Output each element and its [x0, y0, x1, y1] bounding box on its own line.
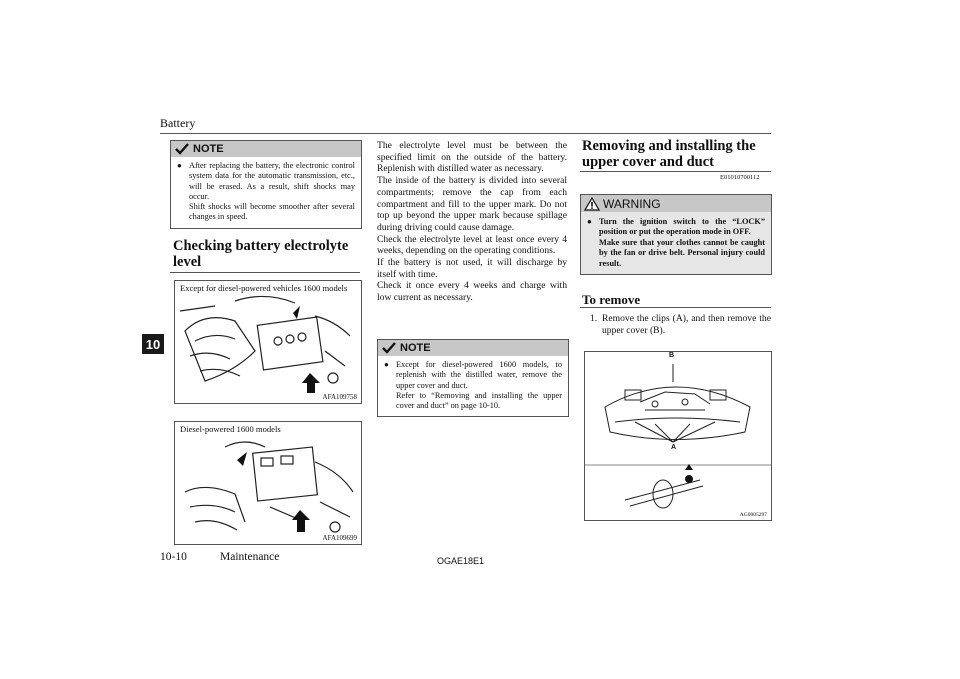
engine-bay-illustration [175, 281, 361, 403]
section-rule [170, 272, 360, 273]
body-paragraph: Check it once every 4 weeks and charge with low current as necessary. [377, 280, 567, 304]
note-box [377, 339, 569, 417]
battery-figure-petrol [174, 280, 362, 404]
warning-label: WARNING [603, 196, 661, 211]
figure-code: AFA109758 [322, 393, 357, 401]
battery-figure-diesel [174, 421, 362, 545]
section-title: Removing and installing the upper cover and duct [582, 138, 756, 170]
upper-cover-figure [584, 351, 772, 521]
warning-header [581, 195, 771, 212]
warning-triangle-icon [584, 197, 600, 211]
note-label: NOTE [400, 342, 431, 354]
note-label: NOTE [193, 143, 224, 155]
bullet-icon: ● [384, 360, 389, 369]
note-check-icon [382, 342, 396, 354]
callout-label-a: A [671, 444, 677, 451]
note-header [378, 340, 568, 356]
warning-box [580, 194, 772, 275]
subsection-title: To remove [582, 292, 641, 307]
figure-caption: Diesel-powered 1600 models [180, 424, 281, 434]
subsection-rule [580, 307, 771, 308]
bullet-icon: ● [587, 217, 592, 226]
note-text: Refer to “Removing and installing the upper cover and duct” on page 10-10. [396, 390, 562, 411]
engine-bay-illustration [175, 422, 361, 544]
note-box [170, 140, 362, 229]
note-text: Shift shocks will become smoother after several changes in speed. [189, 202, 355, 222]
page-number: 10-10 [160, 551, 187, 563]
bullet-icon: ● [177, 161, 182, 170]
note-header [171, 141, 361, 157]
note-text: After replacing the battery, the electronic control system data for the automatic transmission, etc., will be erased. As a result, shift shocks may occur. [189, 161, 355, 201]
section-title: Checking battery electrolyte level [173, 238, 349, 270]
figure-code: AG0005297 [739, 512, 767, 518]
figure-code: AFA109699 [322, 534, 357, 542]
callout-label-b: B [669, 352, 675, 359]
body-paragraph: Check the electrolyte level at least once every 4 weeks, depending on the operating conditions. [377, 233, 567, 257]
step-item [590, 313, 771, 336]
electrolyte-body-text [377, 140, 567, 304]
section-code: E01010700112 [720, 174, 760, 181]
chapter-tab: 10 [142, 334, 164, 354]
step-text: Remove the clips (A), and then remove the upper cover (B). [602, 313, 771, 336]
body-paragraph: The inside of the battery is divided into several compartments; remove the cap from each compartment and fill to the upper mark. Do not top up beyond the upper mark because spillage during driving could cause damage. [377, 175, 567, 233]
page-header-title: Battery [160, 116, 196, 130]
chapter-name: Maintenance [220, 551, 280, 563]
body-paragraph: The electrolyte level must be between the specified limit on the outside of the battery. Replenish with distilled water as necessary. [377, 140, 567, 175]
warning-text: Make sure that your clothes cannot be caught by the fan or drive belt. Personal injury could result. [599, 237, 765, 268]
upper-cover-illustration [585, 352, 771, 520]
note-text: Except for diesel-powered 1600 models, to replenish with the distilled water, remove the upper cover and duct. [396, 360, 562, 390]
warning-text: Turn the ignition switch to the “LOCK” position or put the operation mode in OFF. [599, 217, 765, 237]
figure-caption: Except for diesel-powered vehicles 1600 models [180, 283, 348, 293]
body-paragraph: If the battery is not used, it will discharge by itself with time. [377, 257, 567, 280]
section-rule [580, 171, 771, 172]
header-rule [160, 133, 771, 134]
document-code: OGAE18E1 [437, 556, 485, 566]
note-check-icon [175, 143, 189, 155]
step-number: 1. [590, 313, 598, 324]
